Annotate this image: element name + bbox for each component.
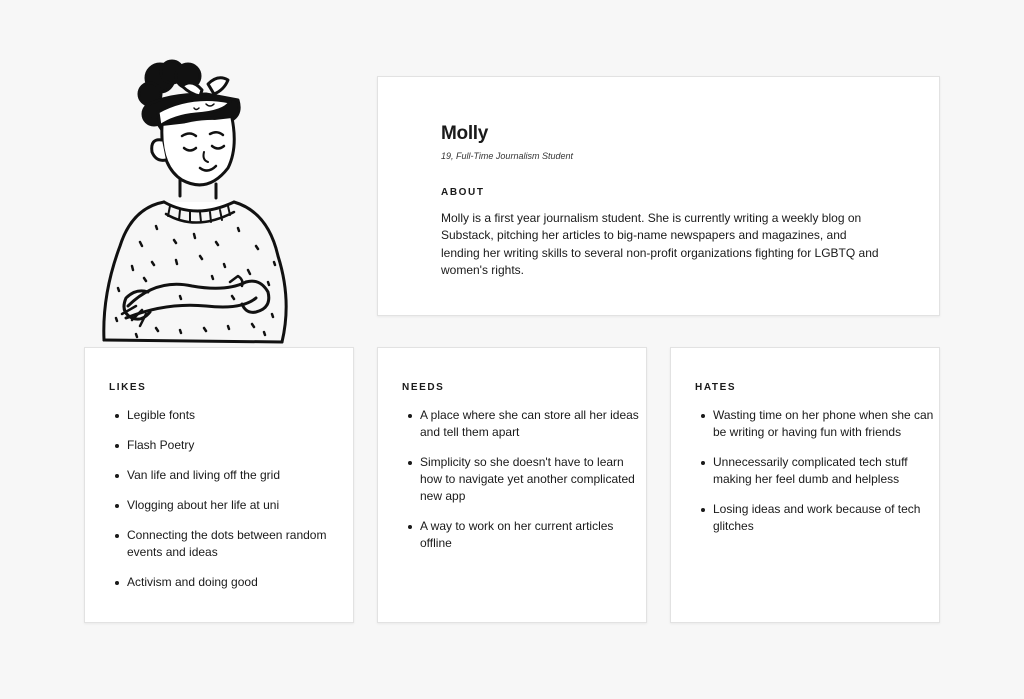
- persona-avatar-icon: [96, 56, 296, 348]
- likes-card: [84, 347, 354, 623]
- about-heading: ABOUT: [441, 187, 485, 198]
- list-item: Unnecessarily complicated tech stuff making her feel dumb and helpless: [713, 454, 935, 488]
- list-item: Legible fonts: [127, 407, 349, 424]
- needs-heading: NEEDS: [402, 382, 445, 393]
- hates-card: [670, 347, 940, 623]
- needs-card: [377, 347, 647, 623]
- list-item: Flash Poetry: [127, 437, 349, 454]
- list-item: Van life and living off the grid: [127, 467, 349, 484]
- list-item: Vlogging about her life at uni: [127, 497, 349, 514]
- likes-list: [109, 407, 349, 604]
- list-item: Simplicity so she doesn't have to learn how to navigate yet another complicated new app: [420, 454, 642, 505]
- list-item: Activism and doing good: [127, 574, 349, 591]
- hates-list: [695, 407, 935, 548]
- persona-subtitle: 19, Full-Time Journalism Student: [441, 151, 573, 161]
- about-card: [377, 76, 940, 316]
- about-text: Molly is a first year journalism student. She is currently writing a weekly blog on Substack, pitching her articles to big-name newspapers and magazines, and lending her writing skills to several non-profit organizations fighting for LGBTQ and women's rights.: [441, 211, 879, 277]
- list-item: A way to work on her current articles offline: [420, 518, 642, 552]
- likes-heading: LIKES: [109, 382, 147, 393]
- hates-heading: HATES: [695, 382, 737, 393]
- needs-list: [402, 407, 642, 565]
- list-item: Losing ideas and work because of tech glitches: [713, 501, 935, 535]
- persona-name: Molly: [441, 123, 489, 144]
- list-item: Wasting time on her phone when she can be writing or having fun with friends: [713, 408, 934, 439]
- list-item: A place where she can store all her ideas and tell them apart: [420, 407, 642, 441]
- list-item: Connecting the dots between random events and ideas: [127, 527, 349, 561]
